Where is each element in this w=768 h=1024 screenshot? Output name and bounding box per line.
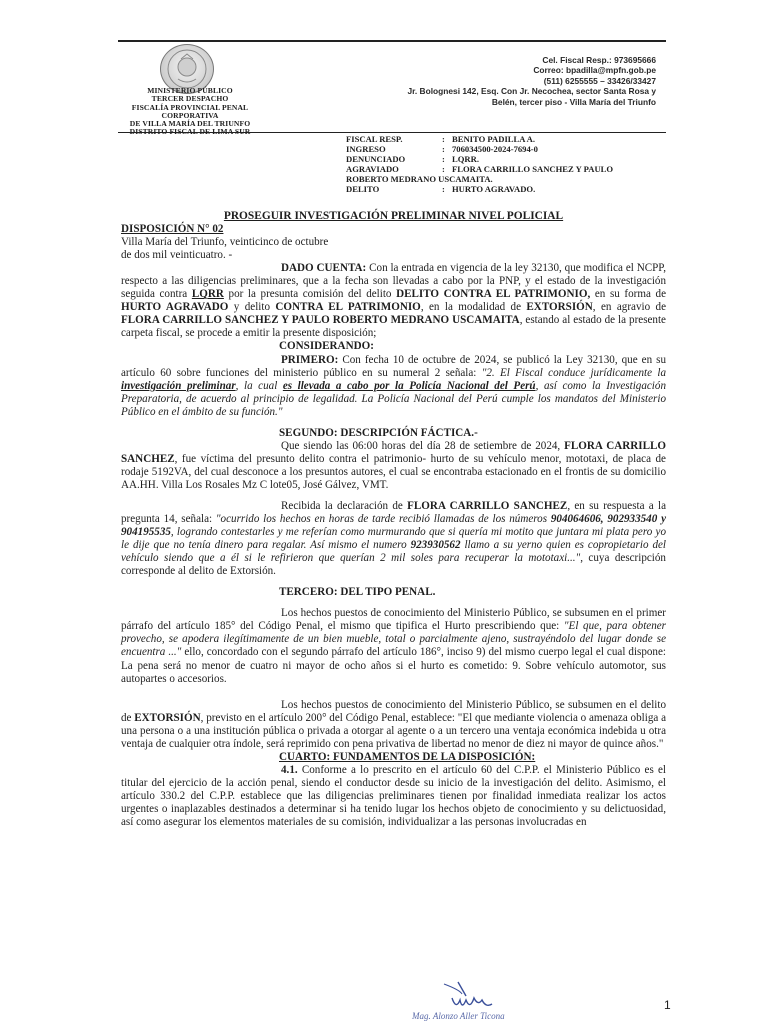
page-number: 1 [664, 998, 671, 1012]
case-key: DENUNCIADO [346, 154, 406, 164]
disposicion-number: DISPOSICIÓN N° 02 [121, 223, 224, 236]
case-key: FISCAL RESP. [346, 134, 403, 144]
tercero-paragraph-extorsion: Los hechos puestos de conocimiento del Ministerio Público, se subsumen en el delito de EXTORSIÓN, previsto en el artículo 200° del Código Penal, establece: "El que mediante violencia o amenaza obliga a una persona o a una institución pública o privada a otorgar al agente o a un tercero una ventaja económica indebida u otra ventaja de cualquier otra índole, será reprimido con pena privativa de libertad no menor de diez ni mayor de quince años." [121, 698, 666, 750]
org-line: DE VILLA MARÍA DEL TRIUNFO [129, 119, 251, 129]
place-date-line: Villa María del Triunfo, veinticinco de octubre [121, 236, 329, 249]
contact-address: Jr. Bolognesi 142, Esq. Con Jr. Necochea, sector Santa Rosa y [407, 86, 656, 97]
case-row [346, 134, 646, 144]
contact-block [380, 55, 656, 107]
case-value: 706034500-2024-7694-0 [452, 144, 538, 154]
case-info-table [346, 134, 646, 194]
case-value: FLORA CARRILLO SANCHEZ Y PAULO [452, 164, 614, 174]
cuarto-heading: CUARTO: FUNDAMENTOS DE LA DISPOSICIÓN: [279, 750, 536, 763]
case-key: AGRAVIADO [346, 164, 399, 174]
org-line: DISTRITO FISCAL DE LIMA SUR [129, 127, 251, 137]
institution-block [110, 87, 270, 137]
considerando-heading: CONSIDERANDO: [279, 340, 374, 353]
signature-scribble-icon [400, 980, 520, 1014]
document-body [121, 210, 666, 829]
signature-name: Mag. Alonzo Aller Ticona [412, 1011, 505, 1021]
case-row [346, 144, 646, 154]
case-row [346, 164, 646, 174]
case-value: HURTO AGRAVADO. [452, 184, 536, 194]
case-row [346, 184, 646, 194]
place-date-line: de dos mil veinticuatro. - [121, 249, 233, 262]
case-key: DELITO [346, 184, 380, 194]
case-row [346, 154, 646, 164]
org-line: FISCALÍA PROVINCIAL PENAL CORPORATIVA [131, 102, 249, 120]
segundo-paragraph: Que siendo las 06:00 horas del día 28 de setiembre de 2024, FLORA CARRILLO SANCHEZ, fue víctima del presunto delito contra el patrimonio- hurto de su vehículo menor, mototaxi, de placa de rodaje 5192VA, del cual desconoce a los presuntos autores, el cual se encontraba estacionado en el frontis de su domicilio AA.HH. Villa Los Rosales Mz C lote05, José Gálvez, VMT. [121, 439, 667, 491]
case-key: INGRESO [346, 144, 386, 154]
case-value-continuation: ROBERTO MEDRANO USCAMAITA. [346, 174, 493, 184]
contact-phone: Cel. Fiscal Resp.: 973695666 [542, 55, 656, 65]
document-title: PROSEGUIR INVESTIGACIÓN PRELIMINAR NIVEL POLICIAL [223, 210, 564, 222]
header-top-rule [118, 40, 666, 42]
case-colon: : [442, 184, 445, 194]
case-row [346, 174, 646, 184]
declaracion-paragraph: Recibida la declaración de FLORA CARRILLO SANCHEZ, en su respuesta a la pregunta 14, señala: "ocurrido los hechos en horas de tarde recibió llamadas de los números 904064606, 902933540 y 904195535, logrando contestarles y me referían como murmurando que si quería mi motito que juntara mi plata pero yo le dije que no tenía dinero para regalar. Así mismo el numero 923930562 llamo a su yerno quien es copropietario del vehículo siendo que a él si le refirieron que querían 2 mil soles para recuperar la mototaxi...", cuya descripción corresponde al delito de Extorsión. [121, 499, 666, 578]
org-line: MINISTERIO PÚBLICO [147, 86, 233, 95]
case-value: LQRR. [452, 154, 479, 164]
case-colon: : [442, 164, 445, 174]
org-line: TERCER DESPACHO [151, 94, 229, 104]
contact-landline: (511) 6255555 – 33426/33427 [543, 75, 656, 86]
segundo-heading: SEGUNDO: DESCRIPCIÓN FÁCTICA.- [279, 426, 478, 439]
tercero-paragraph-hurto: Los hechos puestos de conocimiento del Ministerio Público, se subsumen en el primer párrafo del artículo 185° del Código Penal, el mismo que tipifica el Hurto prescribiendo que: "El que, para obtener provecho, se apodera ilegítimamente de un bien mueble, total o parcialmente ajeno, sustrayéndolo del lugar donde se encuentra ..." ello, concordado con el segundo párrafo del artículo 186°, inciso 9) del mismo cuerpo legal el cual dispone: La pena será no menor de cuatro ni mayor de ocho años si el hurto es cometido: 9. Sobre vehículo automotor, sus autopartes o accesorios. [121, 607, 666, 685]
case-colon: : [442, 154, 445, 164]
contact-email: Correo: bpadilla@mpfn.gob.pe [533, 65, 656, 76]
case-colon: : [442, 144, 445, 154]
tercero-heading: TERCERO: DEL TIPO PENAL. [279, 586, 436, 599]
case-value: BENITO PADILLA A. [452, 134, 536, 144]
cuarto-paragraph: 4.1. Conforme a lo prescrito en el artículo 60 del C.P.P. el Ministerio Público es el titular del ejercicio de la acción penal, siendo el conductor desde su inicio de la investigación del delito. Asimismo, el artículo 330.2 del C.P.P. establece que las diligencias preliminares tienen por finalidad inmediata realizar los actos urgentes o inaplazables destinados a determinar si ha tenido lugar los hechos objeto de conocimiento y su delictuosidad, así como asegurar los elementos materiales de su comisión, individualizar a las personas involucradas en [121, 763, 666, 829]
dado-cuenta-paragraph: DADO CUENTA: Con la entrada en vigencia de la ley 32130, que modifica el NCPP, respecto a las diligencias preliminares, que a la fecha son llevadas a cabo por la PNP, y el estado de la investigación seguida contra LQRR por la presunta comisión del delito DELITO CONTRA EL PATRIMONIO, en su forma de HURTO AGRAVADO y delito CONTRA EL PATRIMONIO, en la modalidad de EXTORSIÓN, en agravio de FLORA CARRILLO SANCHEZ Y PAULO ROBERTO MEDRANO USCAMAITA, estando al estado de la presente carpeta fiscal, se procede a emitir la presente disposición; [121, 262, 667, 340]
contact-address-2: Belén, tercer piso - Villa María del Triunfo [491, 96, 656, 107]
header-bottom-rule [118, 132, 666, 133]
case-colon: : [442, 134, 445, 144]
primero-paragraph: PRIMERO: Con fecha 10 de octubre de 2024, se publicó la Ley 32130, que en su artículo 60 sobre funciones del ministerio público en su numeral 2 señala: "2. El Fiscal conduce jurídicamente la investigación preliminar, la cual es llevada a cabo por la Policía Nacional del Perú, así como la Investigación Preparatoria, de acuerdo al principio de legalidad. La Policía Nacional del Perú cumple los mandatos del Ministerio Público en el ámbito de su función." [121, 353, 667, 418]
